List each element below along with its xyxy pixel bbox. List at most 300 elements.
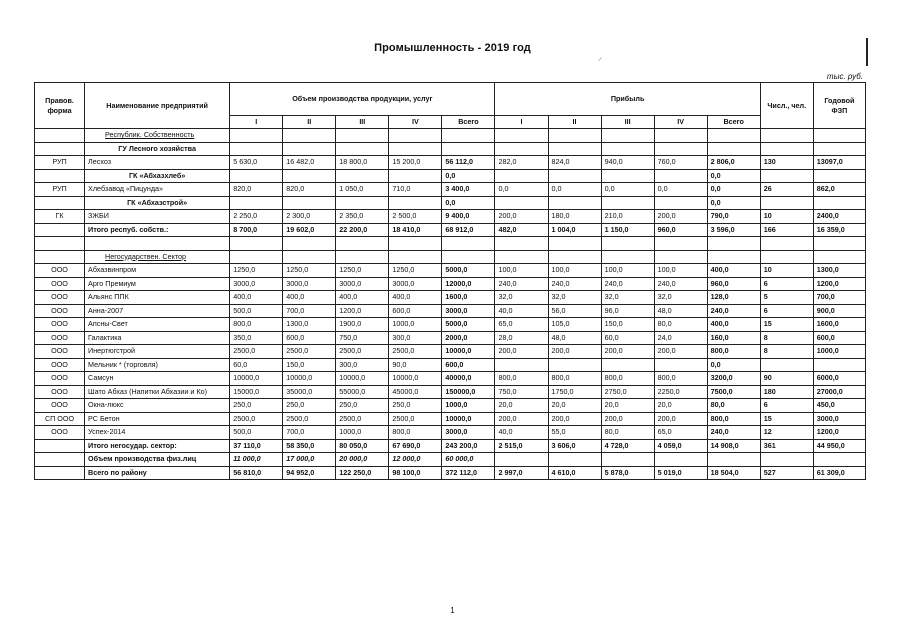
profit-total-cell: 800,0 <box>707 345 760 359</box>
fzp-cell <box>813 129 865 143</box>
vol-total-cell: 5000,0 <box>442 318 495 332</box>
vol-cell: 2 500,0 <box>389 210 442 224</box>
form-cell: ООО <box>35 372 85 386</box>
profit-cell: 32,0 <box>654 291 707 305</box>
vol-cell <box>389 237 442 251</box>
vol-cell <box>389 250 442 264</box>
form-cell: РУП <box>35 183 85 197</box>
profit-total-cell: 400,0 <box>707 318 760 332</box>
profit-total-cell: 240,0 <box>707 426 760 440</box>
vol-cell: 17 000,0 <box>283 453 336 467</box>
vol-total-cell: 3000,0 <box>442 304 495 318</box>
profit-cell <box>548 129 601 143</box>
section-name: Республик. Собственность <box>85 129 230 143</box>
profit-cell: 55,0 <box>548 426 601 440</box>
fzp-cell: 1300,0 <box>813 264 865 278</box>
profit-cell: 760,0 <box>654 156 707 170</box>
vol-cell: 12 000,0 <box>389 453 442 467</box>
vol-cell: 400,0 <box>336 291 389 305</box>
fzp-cell: 862,0 <box>813 183 865 197</box>
vol-cell: 90,0 <box>389 358 442 372</box>
profit-cell <box>495 169 548 183</box>
company-name: РС Бетон <box>85 412 230 426</box>
vol-cell: 800,0 <box>389 426 442 440</box>
vol-cell: 250,0 <box>336 399 389 413</box>
vol-total-cell: 10000,0 <box>442 345 495 359</box>
profit-cell: 1750,0 <box>548 385 601 399</box>
profit-cell: 4 059,0 <box>654 439 707 453</box>
profit-cell: 210,0 <box>601 210 654 224</box>
vol-cell <box>336 129 389 143</box>
vol-cell: 2 300,0 <box>283 210 336 224</box>
table-row <box>35 250 866 264</box>
staff-cell <box>760 250 813 264</box>
staff-cell: 361 <box>760 439 813 453</box>
form-cell: СП ООО <box>35 412 85 426</box>
vol-cell <box>283 129 336 143</box>
fzp-cell <box>813 358 865 372</box>
profit-total-cell: 80,0 <box>707 399 760 413</box>
vol-cell: 1250,0 <box>389 264 442 278</box>
company-name: Мельник * (торговля) <box>85 358 230 372</box>
table-row <box>35 183 866 197</box>
vol-cell: 67 690,0 <box>389 439 442 453</box>
form-cell: РУП <box>35 156 85 170</box>
profit-cell: 150,0 <box>601 318 654 332</box>
profit-cell <box>548 169 601 183</box>
vol-cell: 2 250,0 <box>230 210 283 224</box>
vol-cell: 10000,0 <box>389 372 442 386</box>
profit-cell: 20,0 <box>654 399 707 413</box>
vol-total-cell: 68 912,0 <box>442 223 495 237</box>
form-cell <box>35 237 85 251</box>
vol-cell: 2500,0 <box>389 412 442 426</box>
staff-cell <box>760 453 813 467</box>
vol-cell: 10000,0 <box>230 372 283 386</box>
form-cell <box>35 223 85 237</box>
profit-cell: 200,0 <box>601 345 654 359</box>
vol-cell: 1000,0 <box>336 426 389 440</box>
vol-cell: 8 700,0 <box>230 223 283 237</box>
company-name: Альянс ППК <box>85 291 230 305</box>
vol-cell: 820,0 <box>230 183 283 197</box>
profit-cell: 200,0 <box>495 210 548 224</box>
fzp-cell: 450,0 <box>813 399 865 413</box>
vol-cell: 1250,0 <box>230 264 283 278</box>
vol-total-cell: 150000,0 <box>442 385 495 399</box>
profit-cell: 2 515,0 <box>495 439 548 453</box>
profit-cell: 40,0 <box>495 426 548 440</box>
profit-cell: 4 728,0 <box>601 439 654 453</box>
vol-total-cell: 40000,0 <box>442 372 495 386</box>
vol-cell <box>283 169 336 183</box>
vol-cell: 710,0 <box>389 183 442 197</box>
vol-cell: 55000,0 <box>336 385 389 399</box>
table-row <box>35 210 866 224</box>
profit-cell <box>601 453 654 467</box>
fzp-cell: 600,0 <box>813 331 865 345</box>
vol-cell: 1900,0 <box>336 318 389 332</box>
table-row <box>35 291 866 305</box>
vol-cell: 10000,0 <box>336 372 389 386</box>
vol-cell: 20 000,0 <box>336 453 389 467</box>
header-profit: Прибыль <box>495 83 760 116</box>
vol-cell <box>283 237 336 251</box>
staff-cell: 10 <box>760 264 813 278</box>
vol-cell: 2500,0 <box>230 412 283 426</box>
table-body <box>35 129 866 480</box>
profit-total-cell: 7500,0 <box>707 385 760 399</box>
form-cell: ООО <box>35 385 85 399</box>
company-name: Окна-люкс <box>85 399 230 413</box>
company-name: Апсны-Свет <box>85 318 230 332</box>
vol-cell: 820,0 <box>283 183 336 197</box>
profit-total-cell: 3 596,0 <box>707 223 760 237</box>
industry-table <box>34 82 866 480</box>
vol-cell: 56 810,0 <box>230 466 283 480</box>
form-cell <box>35 439 85 453</box>
vol-cell <box>336 196 389 210</box>
profit-cell <box>548 237 601 251</box>
vol-cell <box>230 196 283 210</box>
vol-cell <box>336 250 389 264</box>
fzp-cell <box>813 250 865 264</box>
form-cell: ООО <box>35 331 85 345</box>
form-cell <box>35 466 85 480</box>
vol-total-cell: 372 112,0 <box>442 466 495 480</box>
profit-cell: 5 878,0 <box>601 466 654 480</box>
staff-cell: 8 <box>760 345 813 359</box>
vol-cell: 1250,0 <box>336 264 389 278</box>
table-row <box>35 277 866 291</box>
profit-cell <box>495 237 548 251</box>
vol-total-cell: 1000,0 <box>442 399 495 413</box>
fzp-cell: 1200,0 <box>813 277 865 291</box>
profit-cell: 105,0 <box>548 318 601 332</box>
company-name: Итого респуб. собств.: <box>85 223 230 237</box>
vol-total-cell <box>442 250 495 264</box>
vol-total-cell: 600,0 <box>442 358 495 372</box>
profit-cell: 750,0 <box>495 385 548 399</box>
vol-cell: 94 952,0 <box>283 466 336 480</box>
company-name: Хлебзавод «Пицунда» <box>85 183 230 197</box>
vol-cell <box>389 169 442 183</box>
staff-cell <box>760 169 813 183</box>
profit-cell <box>601 237 654 251</box>
table-row <box>35 264 866 278</box>
profit-cell <box>601 358 654 372</box>
staff-cell: 15 <box>760 412 813 426</box>
staff-cell: 180 <box>760 385 813 399</box>
staff-cell: 130 <box>760 156 813 170</box>
profit-cell: 32,0 <box>495 291 548 305</box>
profit-cell: 2250,0 <box>654 385 707 399</box>
table-row <box>35 439 866 453</box>
profit-total-cell <box>707 453 760 467</box>
vol-cell: 22 200,0 <box>336 223 389 237</box>
vol-cell: 700,0 <box>283 426 336 440</box>
staff-cell: 12 <box>760 426 813 440</box>
vol-cell <box>336 142 389 156</box>
page-title: Промышленность - 2019 год <box>374 42 531 54</box>
vol-cell: 58 350,0 <box>283 439 336 453</box>
vol-cell <box>283 196 336 210</box>
vol-cell: 15 200,0 <box>389 156 442 170</box>
profit-cell: 65,0 <box>654 426 707 440</box>
vol-cell: 500,0 <box>230 304 283 318</box>
vol-cell: 16 482,0 <box>283 156 336 170</box>
vol-cell <box>230 250 283 264</box>
units-label: тыс. руб. <box>826 72 863 81</box>
vol-cell: 19 602,0 <box>283 223 336 237</box>
profit-cell: 96,0 <box>601 304 654 318</box>
form-cell <box>35 453 85 467</box>
profit-cell: 200,0 <box>548 345 601 359</box>
vol-cell <box>283 142 336 156</box>
profit-total-cell: 400,0 <box>707 264 760 278</box>
vol-cell: 250,0 <box>389 399 442 413</box>
profit-total-cell: 790,0 <box>707 210 760 224</box>
vol-cell: 700,0 <box>283 304 336 318</box>
table-row <box>35 156 866 170</box>
header-profit-total: Всего <box>707 116 760 129</box>
vol-cell: 2 350,0 <box>336 210 389 224</box>
profit-total-cell: 128,0 <box>707 291 760 305</box>
header-name: Наименование предприятий <box>85 83 230 129</box>
staff-cell: 6 <box>760 399 813 413</box>
fzp-cell <box>813 169 865 183</box>
profit-total-cell: 800,0 <box>707 412 760 426</box>
pen-mark: ⸝ <box>598 53 602 62</box>
staff-cell <box>760 129 813 143</box>
profit-cell: 800,0 <box>601 372 654 386</box>
profit-cell: 282,0 <box>495 156 548 170</box>
profit-cell: 100,0 <box>548 264 601 278</box>
vol-cell: 600,0 <box>283 331 336 345</box>
vol-cell: 300,0 <box>389 331 442 345</box>
header-vol-q1: I <box>230 116 283 129</box>
header-profit-q1: I <box>495 116 548 129</box>
profit-cell: 0,0 <box>548 183 601 197</box>
profit-total-cell: 18 504,0 <box>707 466 760 480</box>
fzp-cell: 6000,0 <box>813 372 865 386</box>
vol-total-cell: 12000,0 <box>442 277 495 291</box>
profit-cell: 48,0 <box>548 331 601 345</box>
profit-cell <box>548 250 601 264</box>
profit-cell: 32,0 <box>548 291 601 305</box>
form-cell: ООО <box>35 304 85 318</box>
profit-cell: 800,0 <box>654 372 707 386</box>
form-cell: ГК <box>35 210 85 224</box>
vol-cell: 10000,0 <box>283 372 336 386</box>
vol-cell: 300,0 <box>336 358 389 372</box>
fzp-cell: 16 359,0 <box>813 223 865 237</box>
table-row <box>35 142 866 156</box>
vol-cell: 800,0 <box>230 318 283 332</box>
profit-cell: 2 997,0 <box>495 466 548 480</box>
profit-total-cell: 240,0 <box>707 304 760 318</box>
staff-cell: 166 <box>760 223 813 237</box>
company-name: Всего по району <box>85 466 230 480</box>
profit-cell: 200,0 <box>548 412 601 426</box>
vol-cell: 11 000,0 <box>230 453 283 467</box>
staff-cell <box>760 142 813 156</box>
table-row <box>35 304 866 318</box>
profit-cell: 200,0 <box>654 345 707 359</box>
table-row <box>35 169 866 183</box>
vol-cell: 400,0 <box>230 291 283 305</box>
profit-cell <box>654 142 707 156</box>
section-name: Негосударствен. Сектор <box>85 250 230 264</box>
profit-cell <box>548 358 601 372</box>
group-name: ГК «Абхазхлеб» <box>85 169 230 183</box>
company-name: ЗЖБИ <box>85 210 230 224</box>
vol-cell: 600,0 <box>389 304 442 318</box>
vol-cell: 1000,0 <box>389 318 442 332</box>
table-row <box>35 372 866 386</box>
profit-cell: 0,0 <box>601 183 654 197</box>
group-name: ГУ Лесного хозяйства <box>85 142 230 156</box>
profit-cell: 800,0 <box>495 372 548 386</box>
profit-total-cell: 0,0 <box>707 183 760 197</box>
header-vol-total: Всего <box>442 116 495 129</box>
vol-cell: 18 410,0 <box>389 223 442 237</box>
table-row <box>35 223 866 237</box>
profit-cell: 240,0 <box>654 277 707 291</box>
table-row <box>35 466 866 480</box>
vol-cell <box>389 196 442 210</box>
profit-total-cell <box>707 129 760 143</box>
vol-total-cell: 5000,0 <box>442 264 495 278</box>
vol-total-cell: 0,0 <box>442 196 495 210</box>
profit-cell: 200,0 <box>601 412 654 426</box>
table-row <box>35 399 866 413</box>
vol-cell <box>336 169 389 183</box>
form-cell: ООО <box>35 345 85 359</box>
staff-cell: 5 <box>760 291 813 305</box>
staff-cell <box>760 196 813 210</box>
profit-cell <box>495 196 548 210</box>
vol-cell: 18 800,0 <box>336 156 389 170</box>
profit-cell <box>654 358 707 372</box>
vol-total-cell: 60 000,0 <box>442 453 495 467</box>
vol-cell: 122 250,0 <box>336 466 389 480</box>
header-form: Правов. форма <box>35 83 85 129</box>
vol-total-cell: 0,0 <box>442 169 495 183</box>
form-cell <box>35 250 85 264</box>
profit-cell: 2750,0 <box>601 385 654 399</box>
fzp-cell: 3000,0 <box>813 412 865 426</box>
company-name: Самсун <box>85 372 230 386</box>
vol-cell: 400,0 <box>283 291 336 305</box>
header-fzp: Годовой ФЗП <box>813 83 865 129</box>
profit-cell: 4 610,0 <box>548 466 601 480</box>
table-row <box>35 385 866 399</box>
profit-cell: 800,0 <box>548 372 601 386</box>
blank-name <box>85 237 230 251</box>
vol-total-cell: 243 200,0 <box>442 439 495 453</box>
profit-cell <box>495 250 548 264</box>
fzp-cell: 1000,0 <box>813 345 865 359</box>
profit-cell: 100,0 <box>601 264 654 278</box>
profit-cell: 960,0 <box>654 223 707 237</box>
form-cell: ООО <box>35 426 85 440</box>
profit-total-cell: 960,0 <box>707 277 760 291</box>
vol-cell: 250,0 <box>230 399 283 413</box>
profit-cell: 824,0 <box>548 156 601 170</box>
profit-cell <box>495 142 548 156</box>
table-row <box>35 358 866 372</box>
vol-total-cell: 3 400,0 <box>442 183 495 197</box>
company-name: Арго Премиум <box>85 277 230 291</box>
vol-total-cell <box>442 129 495 143</box>
profit-cell: 1 150,0 <box>601 223 654 237</box>
profit-cell: 180,0 <box>548 210 601 224</box>
profit-cell: 48,0 <box>654 304 707 318</box>
vol-cell <box>230 237 283 251</box>
profit-cell: 240,0 <box>495 277 548 291</box>
profit-total-cell <box>707 237 760 251</box>
staff-cell: 527 <box>760 466 813 480</box>
profit-cell: 20,0 <box>495 399 548 413</box>
profit-total-cell <box>707 142 760 156</box>
profit-cell <box>654 129 707 143</box>
table-row <box>35 331 866 345</box>
form-cell: ООО <box>35 318 85 332</box>
profit-cell: 200,0 <box>654 210 707 224</box>
fzp-cell: 700,0 <box>813 291 865 305</box>
form-cell <box>35 196 85 210</box>
profit-cell <box>654 453 707 467</box>
form-cell <box>35 142 85 156</box>
vol-cell: 98 100,0 <box>389 466 442 480</box>
fzp-cell <box>813 237 865 251</box>
staff-cell: 8 <box>760 331 813 345</box>
fzp-cell: 61 309,0 <box>813 466 865 480</box>
vol-total-cell: 9 400,0 <box>442 210 495 224</box>
company-name: Шато Абхаз (Напитки Абхазии и Ко) <box>85 385 230 399</box>
vol-cell <box>389 142 442 156</box>
form-cell: ООО <box>35 358 85 372</box>
vol-cell: 3000,0 <box>230 277 283 291</box>
vol-total-cell: 1600,0 <box>442 291 495 305</box>
profit-cell: 0,0 <box>654 183 707 197</box>
vol-cell: 2500,0 <box>336 412 389 426</box>
staff-cell: 90 <box>760 372 813 386</box>
table-row <box>35 196 866 210</box>
table-row <box>35 129 866 143</box>
company-name: Галактика <box>85 331 230 345</box>
profit-cell: 56,0 <box>548 304 601 318</box>
vol-cell: 1200,0 <box>336 304 389 318</box>
header-staff: Числ., чел. <box>760 83 813 129</box>
header-vol-q3: III <box>336 116 389 129</box>
table-row <box>35 426 866 440</box>
vol-cell <box>230 169 283 183</box>
profit-cell: 100,0 <box>495 264 548 278</box>
fzp-cell: 44 950,0 <box>813 439 865 453</box>
company-name: Лесхоз <box>85 156 230 170</box>
profit-cell: 482,0 <box>495 223 548 237</box>
form-cell: ООО <box>35 264 85 278</box>
profit-total-cell: 0,0 <box>707 196 760 210</box>
staff-cell: 10 <box>760 210 813 224</box>
profit-total-cell: 160,0 <box>707 331 760 345</box>
profit-total-cell: 3200,0 <box>707 372 760 386</box>
profit-cell: 60,0 <box>601 331 654 345</box>
staff-cell: 6 <box>760 304 813 318</box>
fzp-cell <box>813 196 865 210</box>
